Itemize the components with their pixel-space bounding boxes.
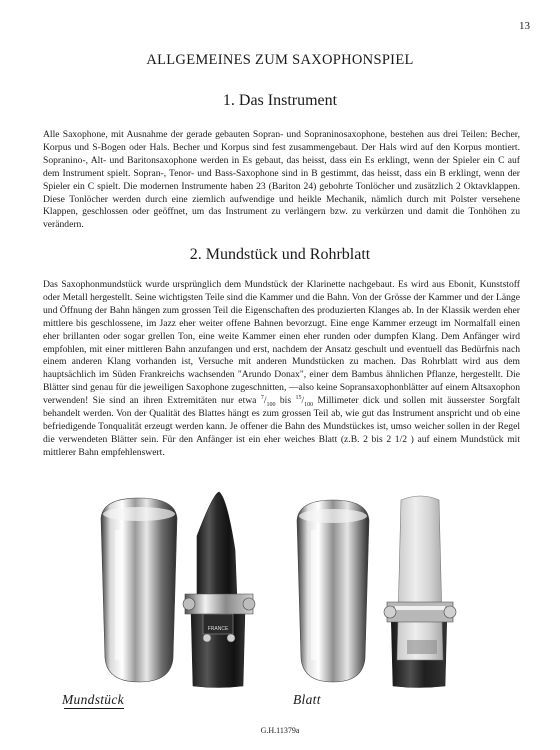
paragraph-mouthpiece: Das Saxophonmundstück wurde ursprünglich dem Mundstück der Klarinette nachgebaut. Es wird aus Ebonit, Kunststoff oder Metall hergestellt. Seine wichtigsten Teile sind die Kammer und die Bahn. Von der Grösse der Kammer und der Länge und Öffnung der Bahn hängen zum grossen Teil die Eigenschaften des produzierten Klanges ab. In der Klassik werden eher mittlere bis geschlossene, im Jazz eher weiter offene Bahnen bevorzugt. Eine enge Kammer erzeugt im Normalfall einen eher brillanten oder sogar grellen Ton, eine weite Kammer einen eher runden oder dumpfen Klang. Dem Anfänger wird empfohlen, mit einer mittleren Bahn anzufangen und erst, nachdem der Ansatz geschult und eventuell das Bedürfnis nach einem anderen Klang vorhanden ist, Versuche mit anderen Mundstücken zu machen. Das Rohrblatt wird aus dem hauptsächlich im Süden Frankreichs wachsenden "Arundo Donax", einer dem Bambus ähnlichen Pflanze, hergestellt. Die Blätter sind genau für die jeweiligen Saxophone zugeschnitten, —also keine Sopransaxophonblätter auf einem Altsaxophon verwenden! Sie sind an ihren Extremitäten nur etwa $^7/_{100}$ bis $^{15}/_{100}$ Millimeter dick und sollen mit äusserster Sorgfalt behandelt werden. Von der Qualität des Blattes hängt es zum grossen Teil ab, wie gut das Instrument anspricht und ob eine befriedigende Tonqualität erzeugt werden kann. Je offener die Bahn des Mundstückes ist, umso weicher sollen in der Regel die verwendeten Blätter sein. Für den Anfänger ist ein eher weiches Blatt (z.B. 2 bis 2 1/2 ) auf einem Mundstück mit mittlerer Bahn empfehlenswert. bbox=[43, 279, 521, 458]
page-title: ALLGEMEINES ZUM SAXOPHONSPIEL bbox=[146, 52, 414, 68]
fraction-numerator: 15 bbox=[295, 394, 302, 401]
reed-caption: Blatt bbox=[293, 692, 321, 707]
section-heading-instrument: 1. Das Instrument bbox=[222, 92, 338, 109]
paragraph-instrument: Alle Saxophone, mit Ausnahme der gerade gebauten Sopran- und Sopraninosaxophone, bestehen aus drei Teilen: Becher, Korpus und S-Bogen oder Hals. Becher und Korpus sind fest zusammengebaut. Der Hals wird auf den Korpus montiert. Sopranino-, Alt- und Baritonsaxophone werden in Es gebaut, das heisst, dass ein Es erklingt, wenn der Spieler ein C auf dem Instrument spielt. Sopran-, Tenor- und Bass-Saxophone sind in B gestimmt, das heisst, dass ein B erklingt, wenn der Spieler ein C spielt. Die modernen Instrumente haben 23 (Bariton 24) gebohrte Tonlöcher und zusätzlich 2 Oktavklappen. Diese Tonlöcher werden durch eine ziemlich aufwendige und heikle Mechanik, nämlich durch mit Polster versehene Klappen, geschlossen oder geöffnet, um das Instrument zu verlängern bzw. zu verkürzen und damit die Tonhöhen zu verändern. bbox=[43, 129, 520, 231]
fraction-denominator: 100 bbox=[266, 402, 276, 409]
paragraph-text-part: Millimeter dick und sollen mit äusserster Sorgfalt behandelt werden. Von der Qualität des Blattes hängt es zum grossen Teil ab, wie gut das Instrument anspricht und ob eine befriedigende Tonqualität erzeugt werden kann. Je offener die Bahn des Mundstückes ist, umso weicher sollen in der Regel die verwendeten Blätter sein. Für den Anfänger ist ein eher weiches Blatt (z.B. 2 bis 2 1/2 ) auf einem Mundstück mit mittlerer Bahn empfehlenswert. bbox=[43, 395, 521, 458]
mouthpiece-photo bbox=[85, 490, 273, 690]
page-number: 13 bbox=[519, 20, 530, 32]
section-heading-mouthpiece: 2. Mundstück und Rohrblatt bbox=[189, 246, 371, 263]
mouthpiece-caption: Mundstück bbox=[62, 692, 124, 707]
paragraph-text-part: bis bbox=[275, 395, 296, 407]
france-stamp: FRANCE bbox=[207, 626, 229, 632]
fraction-numerator: 7 bbox=[260, 394, 264, 401]
reed-photo bbox=[287, 490, 475, 690]
fraction-denominator: 100 bbox=[304, 402, 314, 409]
paragraph-text-part: Das Saxophonmundstück wurde ursprünglich dem Mundstück der Klarinette nachgebaut. Es wird aus Ebonit, Kunststoff oder Metall hergestellt. Seine wichtigsten Teile sind die Kammer und die Bahn. Von der Grösse der Kammer und der Länge und Öffnung der Bahn hängen zum grossen Teil die Eigenschaften des produzierten Klanges ab. In der Klassik werden eher mittlere bis geschlossene, im Jazz eher weiter offene Bahnen bevorzugt. Eine enge Kammer erzeugt im Normalfall einen eher brillanten oder sogar grellen Ton, eine weite Kammer einen eher runden oder dumpfen Klang. Dem Anfänger wird empfohlen, mit einer mittleren Bahn anzufangen und erst, nachdem der Ansatz geschult und eventuell das Bedürfnis nach einem anderen Klang vorhanden ist, Versuche mit anderen Mundstücken zu machen. Das Rohrblatt wird aus dem hauptsächlich im Süden Frankreichs wachsenden "Arundo Donax", einer dem Bambus ähnlichen Pflanze, hergestellt. Die Blätter sind genau für die jeweiligen Saxophone zugeschnitten, —also keine Sopransaxophonblätter auf einem Altsaxophon verwenden! Sie sind an ihren Extremitäten nur etwa bbox=[43, 279, 520, 407]
catalog-number: G.H.11379a bbox=[260, 726, 300, 735]
